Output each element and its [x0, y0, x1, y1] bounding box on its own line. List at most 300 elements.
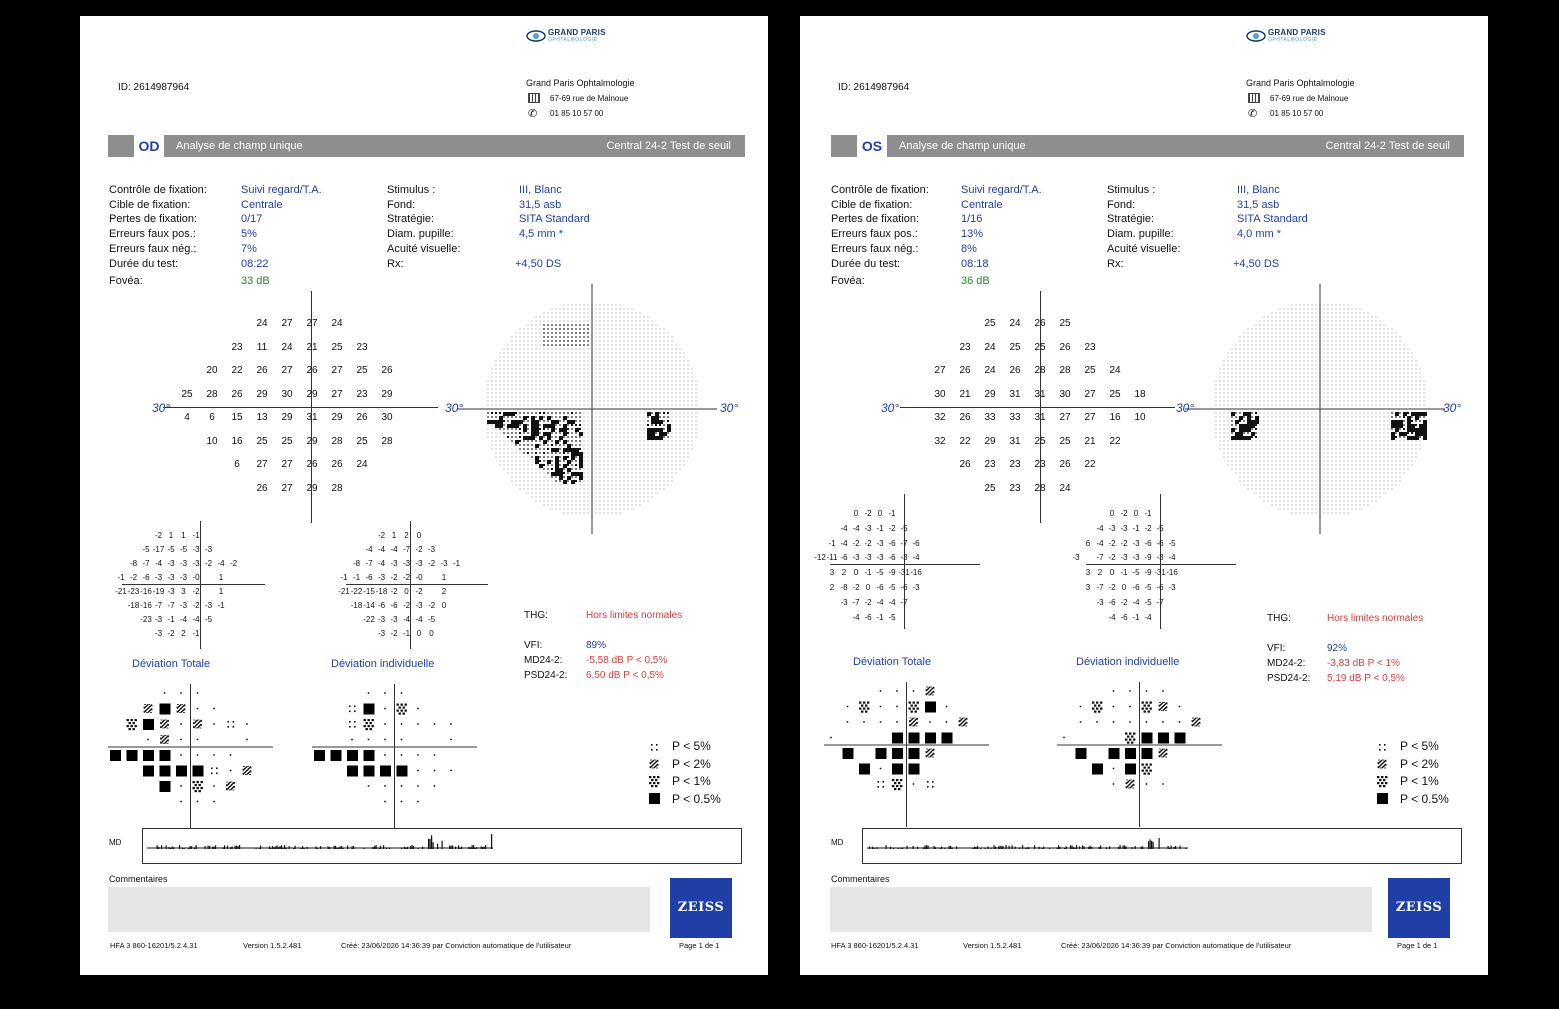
greyscale-dot — [524, 385, 525, 386]
greyscale-dot — [1352, 309, 1353, 310]
greyscale-dot — [1308, 449, 1309, 450]
greyscale-dot — [1364, 421, 1365, 422]
greyscale-dot — [564, 489, 565, 490]
greyscale-dot — [1252, 465, 1253, 466]
greyscale-dot — [608, 485, 609, 486]
greyscale-dot — [1280, 473, 1281, 474]
greyscale-dot — [1388, 381, 1389, 382]
greyscale-dot — [580, 485, 581, 486]
greyscale-dot — [672, 381, 673, 382]
greyscale-dot — [584, 481, 585, 482]
prob-p1-mark — [655, 779, 657, 781]
greyscale-dot — [559, 332, 560, 333]
greyscale-dot — [1380, 485, 1381, 486]
prob-normal-dot — [197, 754, 199, 756]
greyscale-dot — [1348, 461, 1349, 462]
prob-p1-mark — [127, 719, 129, 721]
greyscale-dot — [1328, 313, 1329, 314]
greyscale-dot — [1416, 405, 1417, 406]
greyscale-dot — [1280, 377, 1281, 378]
greyscale-dot — [640, 429, 641, 430]
md-histogram-bar — [469, 847, 470, 849]
greyscale-dot — [1292, 457, 1293, 458]
greyscale-dot — [508, 457, 509, 458]
greyscale-dot — [600, 461, 601, 462]
greyscale-dot — [1368, 329, 1369, 330]
greyscale-dot — [600, 313, 601, 314]
md-histogram-bar — [272, 846, 273, 849]
greyscale-dot — [499, 424, 503, 428]
greyscale-dot — [1368, 361, 1369, 362]
greyscale-dot — [1292, 305, 1293, 306]
greyscale-dot — [684, 389, 685, 390]
greyscale-dot — [672, 345, 673, 346]
greyscale-dot — [1268, 365, 1269, 366]
info-label: Pertes de fixation: — [831, 213, 920, 226]
greyscale-dot — [571, 460, 573, 462]
greyscale-dot — [1420, 445, 1421, 446]
greyscale-dot — [1368, 377, 1369, 378]
greyscale-dot — [1372, 433, 1373, 434]
greyscale-dot — [600, 469, 601, 470]
greyscale-dot — [1300, 437, 1301, 438]
greyscale-dot — [1284, 477, 1285, 478]
pattern-deviation-probability-plot — [312, 684, 482, 834]
greyscale-dot — [1344, 377, 1345, 378]
greyscale-dot — [1264, 445, 1265, 446]
greyscale-dot — [1300, 349, 1301, 350]
greyscale-dot — [1384, 325, 1385, 326]
greyscale-dot — [1296, 413, 1297, 414]
md-histogram-bar — [301, 848, 302, 849]
greyscale-dot — [1316, 373, 1317, 374]
greyscale-dot — [1268, 441, 1269, 442]
greyscale-dot — [1404, 381, 1405, 382]
greyscale-dot — [647, 420, 649, 422]
greyscale-dot — [1396, 345, 1397, 346]
greyscale-dot — [528, 381, 529, 382]
greyscale-dot — [516, 349, 517, 350]
greyscale-dot — [612, 385, 613, 386]
greyscale-dot — [1296, 445, 1297, 446]
greyscale-dot — [1292, 353, 1293, 354]
greyscale-dot — [532, 397, 533, 398]
greyscale-dot — [520, 365, 521, 366]
greyscale-dot — [1231, 432, 1233, 434]
greyscale-dot — [1412, 373, 1413, 374]
greyscale-dot — [1239, 428, 1243, 432]
greyscale-dot — [655, 436, 659, 440]
greyscale-dot — [547, 344, 548, 345]
greyscale-dot — [692, 389, 693, 390]
greyscale-dot — [492, 373, 493, 374]
greyscale-dot — [1352, 349, 1353, 350]
greyscale-dot — [547, 336, 549, 338]
greyscale-dot — [600, 465, 601, 466]
info-value: III, Blanc — [1237, 184, 1280, 196]
greyscale-dot — [555, 464, 559, 468]
greyscale-dot — [580, 397, 581, 398]
greyscale-dot — [1251, 432, 1255, 436]
greyscale-dot — [1220, 417, 1221, 418]
greyscale-dot — [575, 448, 579, 452]
greyscale-dot — [1296, 485, 1297, 486]
greyscale-dot — [580, 401, 581, 402]
greyscale-dot — [1372, 477, 1373, 478]
greyscale-dot — [1364, 369, 1365, 370]
greyscale-dot — [1340, 333, 1341, 334]
greyscale-dot — [1420, 373, 1421, 374]
greyscale-dot — [1404, 465, 1405, 466]
greyscale-dot — [616, 417, 617, 418]
greyscale-dot — [548, 381, 549, 382]
greyscale-dot — [1360, 317, 1361, 318]
greyscale-dot — [636, 353, 637, 354]
greyscale-dot — [612, 365, 613, 366]
greyscale-dot — [1348, 317, 1349, 318]
greyscale-dot — [667, 416, 669, 418]
prob-normal-dot — [213, 723, 215, 725]
greyscale-dot — [1268, 457, 1269, 458]
greyscale-dot — [544, 405, 545, 406]
md-histogram-bar — [341, 846, 342, 849]
greyscale-dot — [640, 389, 641, 390]
greyscale-dot — [1384, 437, 1385, 438]
greyscale-dot — [588, 317, 589, 318]
greyscale-dot — [676, 345, 677, 346]
grid-value: 29 — [281, 412, 293, 423]
info-value: 13% — [961, 228, 984, 241]
prob-normal-dot — [401, 801, 403, 803]
greyscale-dot — [548, 505, 549, 506]
greyscale-dot — [1268, 453, 1269, 454]
greyscale-dot — [664, 381, 665, 382]
greyscale-dot — [624, 449, 625, 450]
greyscale-dot — [1352, 365, 1353, 366]
greyscale-dot — [1300, 325, 1301, 326]
greyscale-dot — [1324, 373, 1325, 374]
greyscale-dot — [1280, 477, 1281, 478]
greyscale-dot — [612, 333, 613, 334]
greyscale-dot — [616, 501, 617, 502]
greyscale-dot — [660, 349, 661, 350]
greyscale-dot — [640, 421, 641, 422]
greyscale-dot — [1264, 333, 1265, 334]
greyscale-dot — [1324, 445, 1325, 446]
greyscale-dot — [535, 420, 539, 424]
md-histogram-bar — [386, 847, 387, 849]
greyscale-dot — [1268, 437, 1269, 438]
info-label: Rx: — [1107, 257, 1124, 270]
greyscale-dot — [1280, 445, 1281, 446]
greyscale-dot — [564, 485, 565, 486]
greyscale-dot — [579, 420, 581, 422]
greyscale-dot — [604, 305, 605, 306]
greyscale-dot — [1356, 465, 1357, 466]
greyscale-dot — [564, 377, 565, 378]
greyscale-dot — [1388, 485, 1389, 486]
greyscale-dot — [1376, 357, 1377, 358]
greyscale-dot — [583, 324, 584, 325]
md-histogram-bar — [337, 848, 338, 849]
greyscale-dot — [640, 473, 641, 474]
greyscale-dot — [528, 469, 529, 470]
info-value: SITA Standard — [1237, 213, 1308, 226]
greyscale-dot — [568, 353, 569, 354]
greyscale-dot — [540, 501, 541, 502]
greyscale-dot — [1264, 477, 1265, 478]
greyscale-dot — [1316, 345, 1317, 346]
greyscale-dot — [1324, 397, 1325, 398]
greyscale-dot — [583, 328, 584, 329]
greyscale-dot — [1244, 373, 1245, 374]
greyscale-dot — [1304, 373, 1305, 374]
greyscale-dot — [600, 321, 601, 322]
greyscale-dot — [528, 405, 529, 406]
greyscale-dot — [543, 340, 544, 341]
greyscale-dot — [588, 457, 589, 458]
prob-p5-mark — [354, 711, 356, 713]
md-histogram-bar — [452, 846, 453, 849]
greyscale-dot — [588, 469, 589, 470]
greyscale-dot — [1376, 437, 1377, 438]
greyscale-dot — [560, 309, 561, 310]
greyscale-dot — [1328, 477, 1329, 478]
greyscale-dot — [624, 485, 625, 486]
greyscale-dot — [1316, 305, 1317, 306]
greyscale-dot — [1424, 397, 1425, 398]
greyscale-dot — [1364, 377, 1365, 378]
greyscale-dot — [571, 340, 573, 342]
grid-value: -4 — [365, 545, 373, 554]
greyscale-dot — [1352, 381, 1353, 382]
greyscale-dot — [1264, 413, 1265, 414]
greyscale-dot — [1328, 453, 1329, 454]
greyscale-dot — [1368, 313, 1369, 314]
greyscale-dot — [612, 361, 613, 362]
md-histogram-bar — [476, 847, 477, 849]
comments-label: Commentaires — [109, 874, 168, 884]
greyscale-dot — [1344, 397, 1345, 398]
greyscale-dot — [1396, 337, 1397, 338]
greyscale-dot — [1372, 417, 1373, 418]
greyscale-dot — [1312, 413, 1313, 414]
greyscale-dot — [520, 349, 521, 350]
greyscale-dot — [576, 397, 577, 398]
greyscale-dot — [676, 393, 677, 394]
greyscale-dot — [1400, 377, 1401, 378]
greyscale-dot — [568, 349, 569, 350]
greyscale-dot — [632, 485, 633, 486]
grid-value: -3 — [167, 573, 175, 582]
greyscale-dot — [1300, 385, 1301, 386]
greyscale-dot — [552, 309, 553, 310]
greyscale-dot — [1372, 421, 1373, 422]
greyscale-dot — [532, 473, 533, 474]
greyscale-dot — [1300, 461, 1301, 462]
greyscale-dot — [1340, 401, 1341, 402]
info-label: Erreurs faux pos.: — [831, 228, 918, 241]
greyscale-dot — [644, 417, 645, 418]
greyscale-dot — [555, 460, 559, 464]
greyscale-dot — [604, 429, 605, 430]
greyscale-dot — [532, 381, 533, 382]
greyscale-dot — [1400, 349, 1401, 350]
greyscale-dot — [552, 361, 553, 362]
greyscale-dot — [1340, 445, 1341, 446]
prob-p1-mark — [372, 719, 374, 721]
greyscale-dot — [1272, 421, 1273, 422]
greyscale-dot — [1403, 428, 1405, 430]
greyscale-dot — [1304, 453, 1305, 454]
greyscale-dot — [644, 361, 645, 362]
grid-value: -21 — [338, 587, 350, 596]
greyscale-dot — [1308, 469, 1309, 470]
greyscale-dot — [587, 344, 588, 345]
greyscale-dot — [495, 416, 497, 418]
greyscale-dot — [1348, 385, 1349, 386]
greyscale-dot — [1296, 433, 1297, 434]
greyscale-dot — [1392, 385, 1393, 386]
greyscale-dot — [660, 353, 661, 354]
greyscale-dot — [524, 377, 525, 378]
greyscale-dot — [1403, 412, 1407, 416]
greyscale-dot — [520, 353, 521, 354]
greyscale-dot — [1368, 417, 1369, 418]
greyscale-dot — [516, 369, 517, 370]
greyscale-dot — [1364, 469, 1365, 470]
greyscale-dot — [1308, 361, 1309, 362]
greyscale-dot — [660, 489, 661, 490]
greyscale-dot — [547, 340, 548, 341]
greyscale-dot — [551, 340, 552, 341]
greyscale-dot — [616, 433, 617, 434]
greyscale-dot — [1244, 461, 1245, 462]
greyscale-dot — [1280, 389, 1281, 390]
greyscale-dot — [632, 429, 633, 430]
greyscale-dot — [656, 333, 657, 334]
greyscale-dot — [536, 333, 537, 334]
greyscale-dot — [503, 432, 505, 434]
greyscale-dot — [1312, 465, 1313, 466]
greyscale-dot — [1304, 461, 1305, 462]
greyscale-dot — [604, 317, 605, 318]
greyscale-dot — [575, 444, 576, 445]
greyscale-dot — [1344, 357, 1345, 358]
greyscale-dot — [1236, 453, 1237, 454]
greyscale-dot — [524, 341, 525, 342]
greyscale-dot — [1284, 317, 1285, 318]
greyscale-dot — [1344, 353, 1345, 354]
greyscale-dot — [1423, 428, 1427, 432]
greyscale-dot — [1380, 449, 1381, 450]
greyscale-dot — [1316, 313, 1317, 314]
grid-value: 27 — [331, 365, 343, 376]
greyscale-dot — [1256, 477, 1257, 478]
greyscale-dot — [559, 452, 561, 454]
greyscale-dot — [640, 417, 641, 418]
greyscale-dot — [540, 341, 541, 342]
greyscale-dot — [1364, 461, 1365, 462]
greyscale-dot — [604, 413, 605, 414]
greyscale-dot — [508, 389, 509, 390]
greyscale-dot — [548, 401, 549, 402]
greyscale-dot — [1336, 417, 1337, 418]
greyscale-dot — [507, 428, 509, 430]
greyscale-dot — [1236, 357, 1237, 358]
prob-p5-mark — [349, 706, 351, 708]
greyscale-dot — [1248, 369, 1249, 370]
greyscale-dot — [632, 377, 633, 378]
greyscale-dot — [596, 421, 597, 422]
greyscale-dot — [640, 505, 641, 506]
report-page-od — [80, 16, 768, 975]
greyscale-dot — [1408, 465, 1409, 466]
greyscale-dot — [600, 341, 601, 342]
greyscale-dot — [1352, 461, 1353, 462]
greyscale-dot — [1324, 305, 1325, 306]
greyscale-dot — [668, 401, 669, 402]
greyscale-dot — [624, 357, 625, 358]
greyscale-dot — [636, 481, 637, 482]
greyscale-dot — [1336, 333, 1337, 334]
greyscale-dot — [1368, 349, 1369, 350]
greyscale-dot — [1388, 433, 1389, 434]
greyscale-dot — [552, 497, 553, 498]
greyscale-dot — [1280, 457, 1281, 458]
greyscale-dot — [1256, 445, 1257, 446]
greyscale-dot — [604, 513, 605, 514]
greyscale-dot — [504, 465, 505, 466]
greyscale-dot — [552, 501, 553, 502]
greyscale-dot — [660, 453, 661, 454]
greyscale-dot — [1356, 353, 1357, 354]
md-histogram-bar — [449, 846, 450, 849]
greyscale-dot — [1340, 397, 1341, 398]
greyscale-dot — [612, 449, 613, 450]
greyscale-dot — [551, 436, 552, 437]
grid-value: -7 — [402, 545, 411, 554]
prob-p1-mark — [401, 710, 403, 712]
greyscale-dot — [1368, 333, 1369, 334]
greyscale-dot — [1260, 461, 1261, 462]
greyscale-dot — [1360, 465, 1361, 466]
greyscale-dot — [1336, 309, 1337, 310]
greyscale-dot — [636, 361, 637, 362]
greyscale-dot — [508, 453, 509, 454]
greyscale-dot — [1280, 413, 1281, 414]
greyscale-dot — [560, 501, 561, 502]
greyscale-dot — [567, 416, 569, 418]
greyscale-dot — [523, 432, 525, 434]
greyscale-dot — [1328, 381, 1329, 382]
greyscale-dot — [1360, 485, 1361, 486]
greyscale-dot — [1232, 365, 1233, 366]
comments-field[interactable] — [108, 887, 650, 932]
greyscale-dot — [1352, 401, 1353, 402]
greyscale-dot — [548, 489, 549, 490]
greyscale-dot — [1360, 441, 1361, 442]
greyscale-dot — [1324, 329, 1325, 330]
greyscale-dot — [640, 481, 641, 482]
greyscale-dot — [648, 473, 649, 474]
greyscale-dot — [512, 405, 513, 406]
md-histogram-bar — [340, 846, 341, 849]
greyscale-dot — [535, 424, 539, 428]
greyscale-dot — [564, 321, 565, 322]
greyscale-dot — [1248, 485, 1249, 486]
greyscale-dot — [644, 453, 645, 454]
